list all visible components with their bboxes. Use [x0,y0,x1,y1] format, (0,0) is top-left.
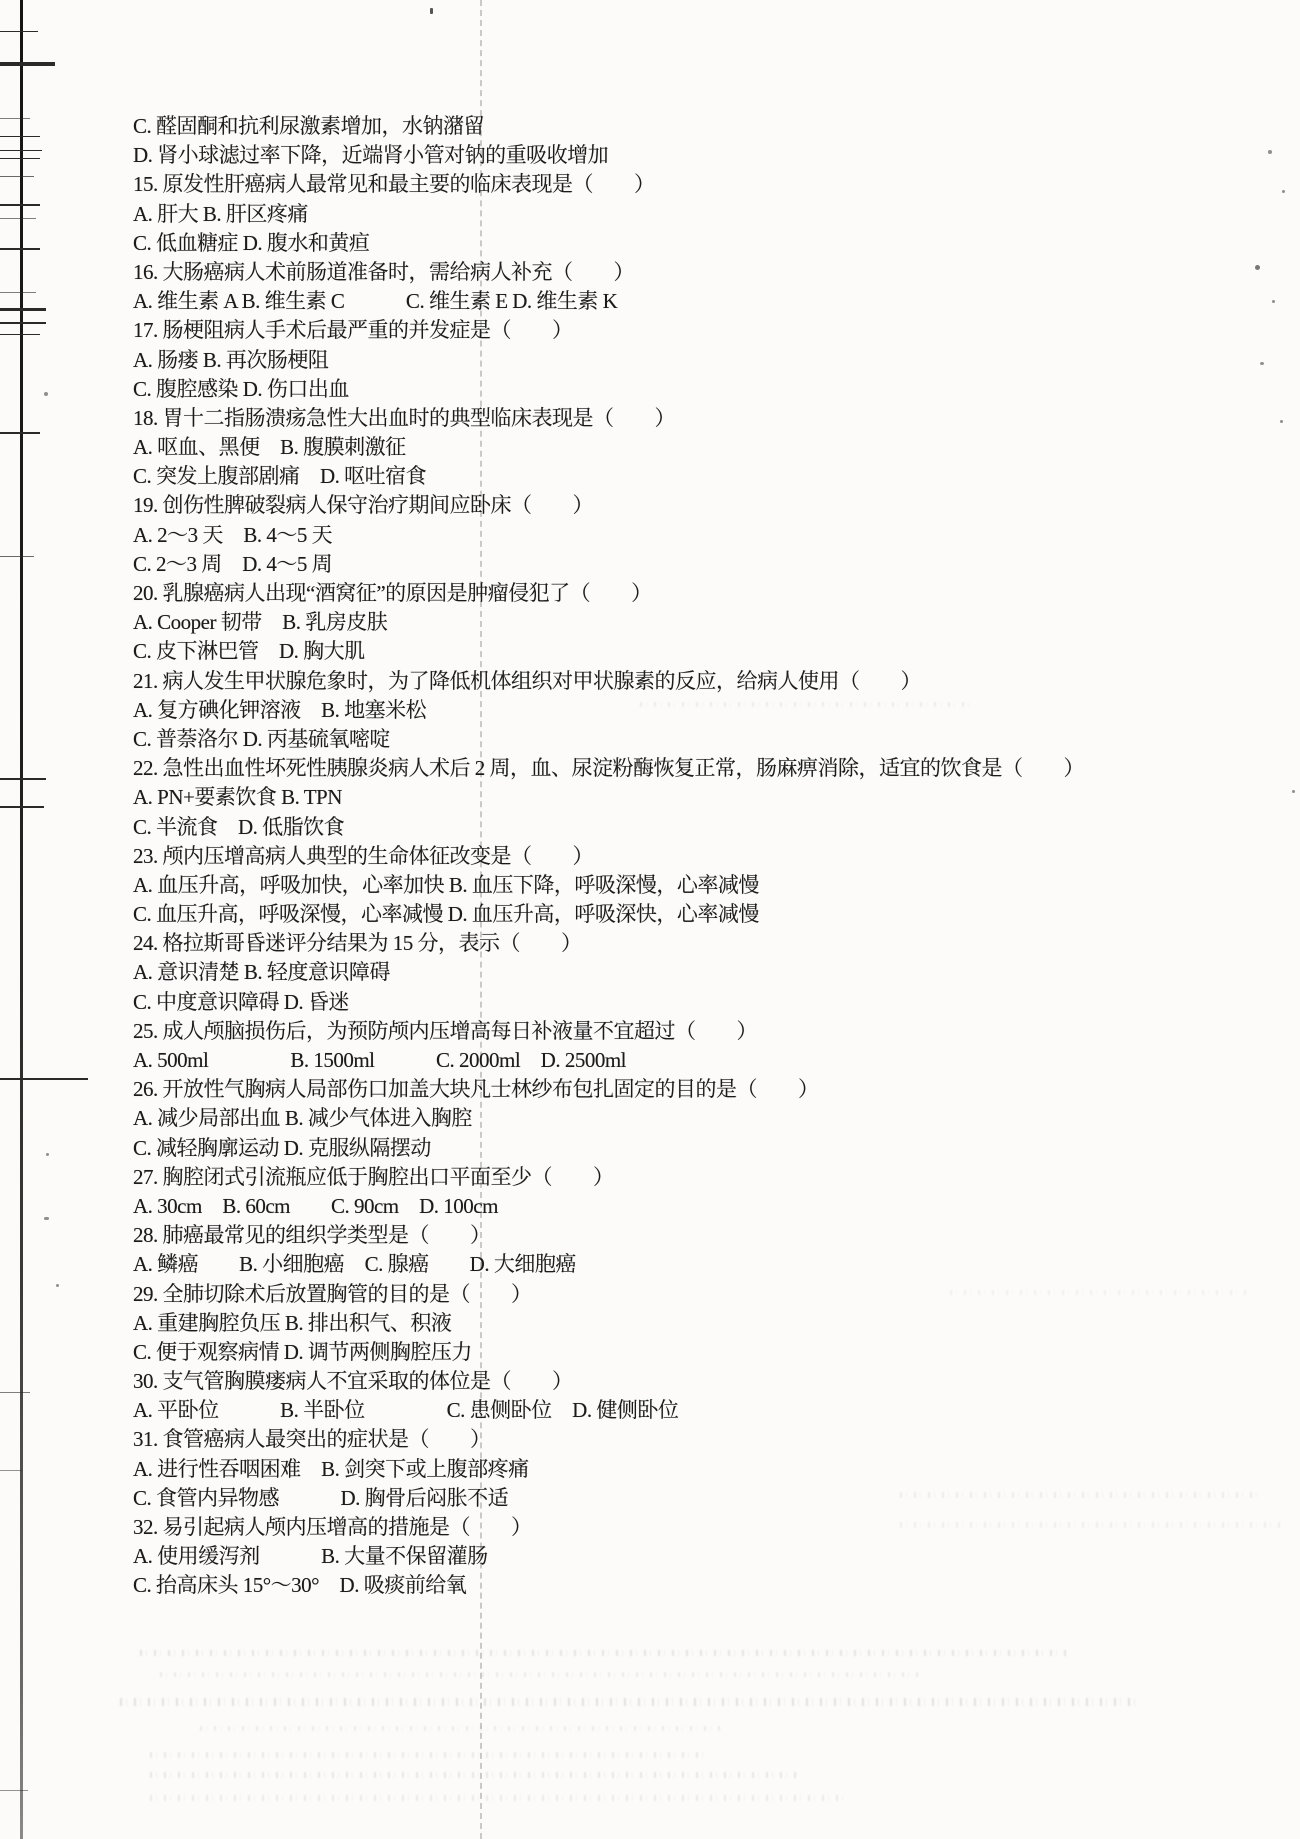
binding-tick [0,556,34,557]
exam-line: 32. 易引起病人颅内压增高的措施是（ ） [133,1515,532,1539]
exam-line: A. 进行性吞咽困难 B. 剑突下或上腹部疼痛 [133,1456,529,1481]
scan-noise [900,1492,1260,1498]
bleedthrough-noise [150,1795,850,1801]
scan-noise [950,1290,1250,1295]
exam-line: A. 鳞癌 B. 小细胞癌 C. 腺癌 D. 大细胞癌 [133,1252,576,1277]
ink-speck [1260,362,1264,365]
binding-tick [0,150,42,151]
ink-speck [1282,190,1285,193]
exam-line: C. 低血糖症 D. 腹水和黄疸 [133,230,370,255]
binding-tick [0,136,40,137]
ink-speck [430,8,433,14]
binding-tick [0,778,46,780]
binding-edge-line [20,0,23,1839]
exam-line: 16. 大肠癌病人术前肠道准备时，需给病人补充（ ） [133,259,634,284]
exam-line: 21. 病人发生甲状腺危象时，为了降低机体组织对甲状腺素的反应，给病人使用（ ） [133,668,921,693]
exam-line: A. 肝大 B. 肝区疼痛 [133,201,308,226]
binding-tick [0,1790,28,1791]
exam-line: 19. 创伤性脾破裂病人保守治疗期间应卧床（ ） [133,493,593,518]
ink-speck [1280,420,1283,423]
bleedthrough-noise [150,1752,710,1758]
exam-line: A. 使用缓泻剂 B. 大量不保留灌肠 [133,1544,488,1569]
ink-speck [44,392,48,396]
binding-tick [0,292,36,293]
exam-line: 24. 格拉斯哥昏迷评分结果为 15 分，表示（ ） [133,931,582,956]
exam-line: D. 肾小球滤过率下降，近端肾小管对钠的重吸收增加 [133,143,609,168]
exam-line: C. 醛固酮和抗利尿激素增加，水钠潴留 [133,114,485,138]
binding-tick [0,218,36,219]
exam-text-block [133,112,1283,1601]
exam-line: C. 突发上腹部剧痛 D. 呕吐宿食 [133,464,427,489]
exam-line: C. 2～3 周 D. 4～5 周 [133,551,333,576]
exam-line: C. 皮下淋巴管 D. 胸大肌 [133,639,365,664]
exam-line: A. 2～3 天 B. 4～5 天 [133,522,333,547]
binding-tick [0,334,40,335]
binding-tick [0,308,46,311]
exam-line: C. 血压升高，呼吸深慢，心率减慢 D. 血压升高，呼吸深快，心率减慢 [133,902,759,927]
exam-line: C. 减轻胸廓运动 D. 克服纵隔摆动 [133,1135,431,1160]
exam-line: A. 呕血、黑便 B. 腹膜刺激征 [133,435,406,460]
scan-noise [900,1522,1280,1528]
binding-tick [0,204,40,206]
exam-line: A. 平卧位 B. 半卧位 C. 患侧卧位 D. 健侧卧位 [133,1398,679,1423]
ink-speck [1268,150,1272,154]
exam-line: 25. 成人颅脑损伤后，为预防颅内压增高每日补液量不宜超过（ ） [133,1018,757,1043]
exam-line: C. 食管内异物感 D. 胸骨后闷胀不适 [133,1485,509,1510]
binding-tick [0,1392,30,1393]
exam-line: A. PN+要素饮食 B. TPN [133,785,342,810]
binding-tick [0,118,30,119]
exam-line: C. 半流食 D. 低脂饮食 [133,814,345,839]
binding-tick [0,1470,22,1471]
binding-tick [0,1078,88,1080]
exam-line: 29. 全肺切除术后放置胸管的目的是（ ） [133,1281,532,1306]
binding-tick [0,62,55,66]
exam-line: A. 意识清楚 B. 轻度意识障碍 [133,960,390,985]
exam-line: 26. 开放性气胸病人局部伤口加盖大块凡士林纱布包扎固定的目的是（ ） [133,1077,819,1102]
exam-line: A. 复方碘化钾溶液 B. 地塞米松 [133,697,427,722]
bleedthrough-noise [140,1650,1070,1656]
binding-tick [0,31,38,32]
exam-line: 23. 颅内压增高病人典型的生命体征改变是（ ） [133,843,593,868]
exam-line: A. 血压升高，呼吸加快，心率加快 B. 血压下降，呼吸深慢，心率减慢 [133,872,759,897]
binding-tick [0,806,44,808]
ink-speck [56,1284,59,1287]
bleedthrough-noise [160,1672,920,1677]
exam-line: C. 中度意识障碍 D. 昏迷 [133,989,349,1014]
exam-line: 28. 肺癌最常见的组织学类型是（ ） [133,1223,491,1248]
ink-speck [44,1217,49,1220]
binding-tick [0,432,40,434]
exam-line: 30. 支气管胸膜瘘病人不宜采取的体位是（ ） [133,1369,573,1394]
exam-line: 20. 乳腺癌病人出现“酒窝征”的原因是肿瘤侵犯了（ ） [133,581,652,605]
exam-line: A. 30cm B. 60cm C. 90cm D. 100cm [133,1193,498,1218]
exam-line: C. 腹腔感染 D. 伤口出血 [133,376,349,401]
exam-line: C. 普萘洛尔 D. 丙基硫氧嘧啶 [133,726,390,751]
bleedthrough-noise [150,1772,800,1778]
exam-line: 22. 急性出血性坏死性胰腺炎病人术后 2 周，血、尿淀粉酶恢复正常，肠麻痹消除，适宜的饮食是（ ） [133,756,1084,781]
exam-line: 17. 肠梗阻病人手术后最严重的并发症是（ ） [133,318,573,343]
scan-noise [640,702,970,707]
exam-line: A. Cooper 韧带 B. 乳房皮肤 [133,610,388,635]
exam-line: 15. 原发性肝癌病人最常见和最主要的临床表现是（ ） [133,172,655,197]
binding-tick [0,248,40,250]
ink-speck [1255,265,1260,270]
binding-tick [0,158,40,159]
binding-tick [0,176,34,177]
exam-line: 27. 胸腔闭式引流瓶应低于胸腔出口平面至少（ ） [133,1164,614,1189]
ink-speck [1272,300,1275,303]
ink-speck [1292,790,1295,793]
exam-line: 31. 食管癌病人最突出的症状是（ ） [133,1427,491,1452]
exam-line: C. 抬高床头 15°～30° D. 吸痰前给氧 [133,1573,467,1598]
exam-line: A. 减少局部出血 B. 减少气体进入胸腔 [133,1106,472,1131]
exam-line: A. 重建胸腔负压 B. 排出积气、积液 [133,1310,452,1335]
exam-line: A. 肠瘘 B. 再次肠梗阻 [133,347,329,372]
binding-tick [0,322,46,324]
ink-speck [46,1153,49,1156]
exam-line: A. 维生素 A B. 维生素 C C. 维生素 E D. 维生素 K [133,289,618,314]
exam-line: 18. 胃十二指肠溃疡急性大出血时的典型临床表现是（ ） [133,405,675,430]
exam-line: A. 500ml B. 1500ml C. 2000ml D. 2500ml [133,1048,627,1072]
exam-line: C. 便于观察病情 D. 调节两侧胸腔压力 [133,1339,472,1364]
bleedthrough-noise [200,1726,720,1731]
bleedthrough-noise [120,1698,1140,1706]
